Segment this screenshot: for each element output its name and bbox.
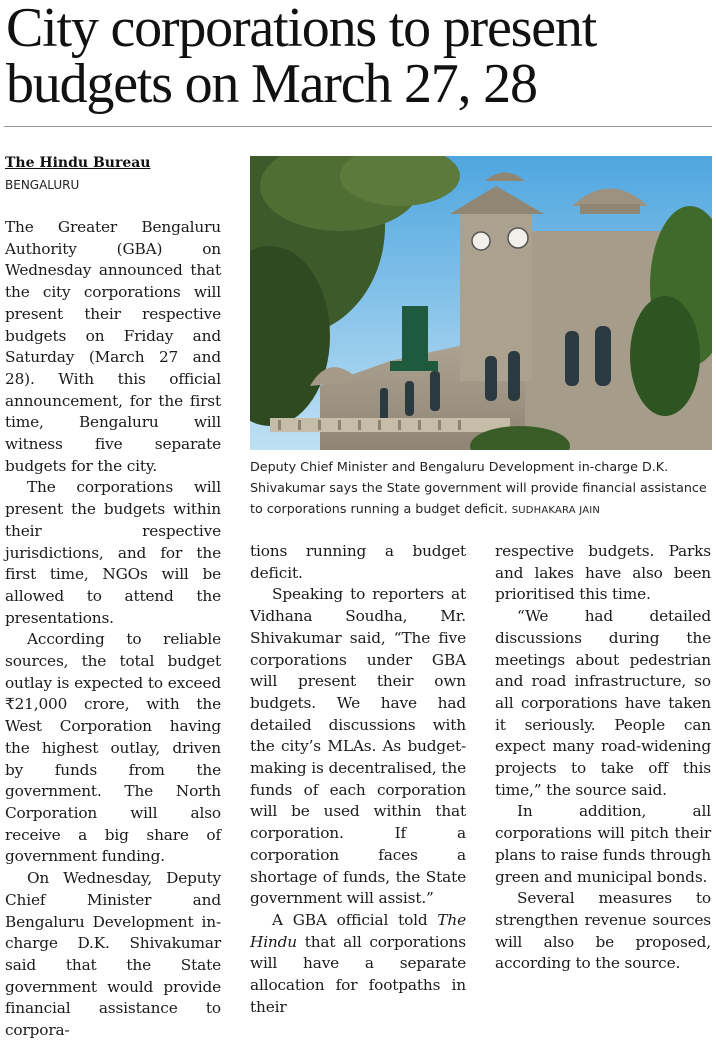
paragraph-text: A GBA official told <box>272 910 438 929</box>
paragraph: According to reliable sources, the total budget outlay is expected to exceed ₹21,000 crore, with the West Corporation having the highest outlay, driven by funds from the government. The North Corporation will also receive a big share of government funding. <box>5 630 221 866</box>
paragraph: In addition, all corporations will pitch their plans to raise funds through green and municipal bonds. <box>495 802 711 886</box>
publication-name: The Hindu <box>250 910 466 951</box>
article-column-1 <box>5 217 221 1042</box>
paragraph: respective budgets. Parks and lakes have also been prioritised this time. <box>495 542 711 604</box>
paragraph-text: that all corporations will have a separate allocation for footpaths in their <box>250 932 466 1016</box>
paragraph: On Wednesday, Deputy Chief Minister and Bengaluru Development in-charge D.K. Shivakumar said that the State government would provide financial assistance to corpora- <box>5 869 221 1040</box>
photo-caption <box>250 456 712 521</box>
article-column-3 <box>495 541 711 975</box>
photo-credit: SUDHAKARA JAIN <box>511 505 601 516</box>
paragraph: “We had detailed discussions during the meetings about pedestrian and road infrastructure, so all corporations have taken it seriously. People can expect many road-widening projects to take off this time,” the source said. <box>495 607 711 799</box>
article-column-2 <box>250 541 466 1018</box>
headline-rule <box>4 126 712 127</box>
headline: City corporations to present budgets on March 27, 28 <box>6 0 597 115</box>
paragraph: Several measures to strengthen revenue sources will also be proposed, according to the source. <box>495 889 711 973</box>
paragraph: The Greater Bengaluru Authority (GBA) on Wednesday announced that the city corporations will present their respective budgets on Friday and Saturday (March 27 and 28). With this official announcement, for the first time, Bengaluru will witness five separate budgets for the city. <box>5 218 221 475</box>
paragraph: Speaking to reporters at Vidhana Soudha, Mr. Shivakumar said, “The five corporations under GBA will present their own budgets. We have had detailed discussions with the city’s MLAs. As budget-making is decentralised, the funds of each corporation will be used within that corporation. If a corporation faces a shortage of funds, the State government will assist.” <box>250 585 466 908</box>
paragraph: The corporations will present the budgets within their respective jurisdictions, and for the first time, NGOs will be allowed to attend the presentations. <box>5 478 221 627</box>
paragraph <box>250 910 466 1019</box>
article-photo <box>250 156 712 450</box>
dateline: BENGALURU <box>5 178 80 192</box>
paragraph: tions running a budget deficit. <box>250 542 466 582</box>
caption-text: Deputy Chief Minister and Bengaluru Development in-charge D.K. Shivakumar says the State government will provide financial assistance to corporations running a budget deficit. <box>250 459 707 516</box>
byline[interactable]: The Hindu Bureau <box>5 155 151 171</box>
